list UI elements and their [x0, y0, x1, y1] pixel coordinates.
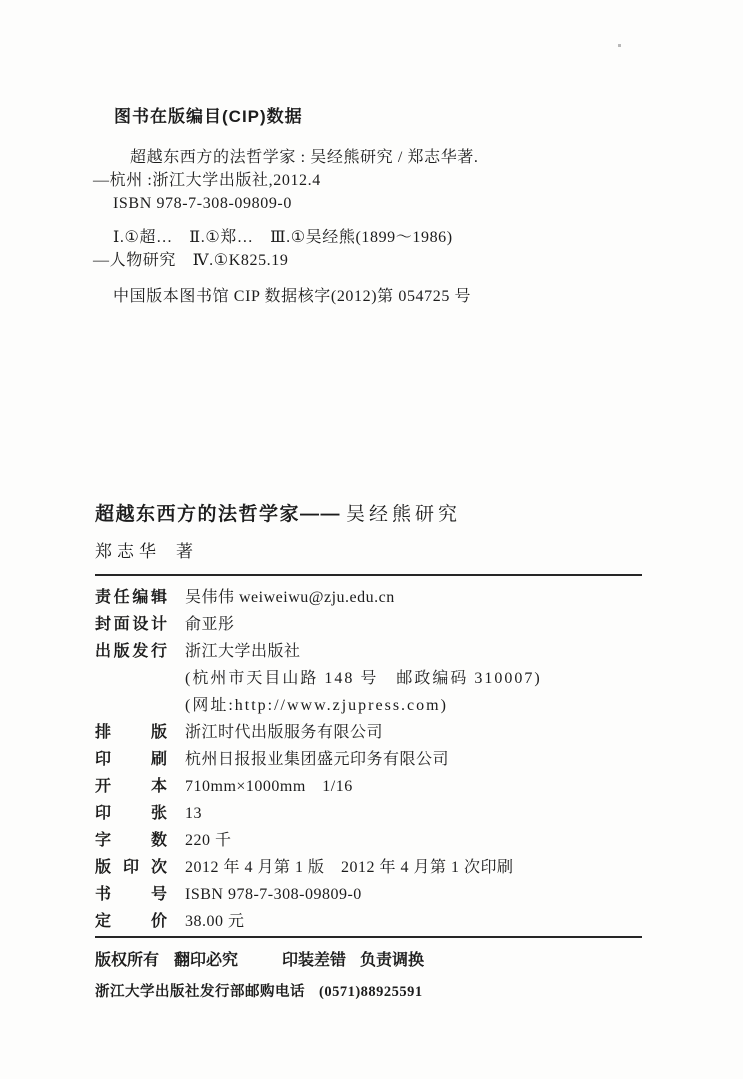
cip-registry-number: 中国版本图书馆 CIP 数据核字(2012)第 054725 号 [113, 288, 472, 305]
cip-record-line-3: ISBN 978-7-308-09809-0 [113, 195, 292, 212]
cip-heading: 图书在版编目(CIP)数据 [114, 107, 303, 126]
author-name: 郑志华 [95, 542, 161, 561]
colophon-value: 俞亚彤 [185, 616, 235, 633]
notice-phrase: 印装差错 [282, 952, 347, 969]
colophon-row-cover-design [95, 611, 542, 638]
colophon-label: 排版 [95, 724, 167, 741]
colophon-value: ISBN 978-7-308-09809-0 [185, 886, 362, 903]
book-title [95, 499, 461, 526]
colophon-row-format [95, 773, 542, 800]
colophon-label: 字数 [95, 832, 167, 849]
author-suffix: 著 [176, 542, 198, 561]
colophon-value: 220 千 [185, 832, 232, 849]
divider-top [95, 574, 642, 576]
colophon-label: 版印次 [95, 859, 167, 876]
colophon-row-word-count [95, 827, 542, 854]
colophon-value: 杭州日报报业集团盛元印务有限公司 [185, 751, 450, 768]
notice-phrase: 负责调换 [360, 952, 425, 969]
phone-label: 浙江大学出版社发行部邮购电话 [95, 984, 305, 1000]
colophon-label: 封面设计 [95, 616, 167, 633]
colophon-value: (网址:http://www.zjupress.com) [185, 697, 448, 714]
colophon-row-sheets [95, 800, 542, 827]
colophon-table [95, 584, 542, 935]
colophon-label: 书号 [95, 886, 167, 903]
mail-order-phone-line [95, 980, 423, 1001]
cip-record-line-2: —杭州 :浙江大学出版社,2012.4 [93, 172, 321, 189]
cip-classification-line-1: Ⅰ.①超… Ⅱ.①郑… Ⅲ.①吴经熊(1899～1986) [113, 229, 453, 246]
colophon-label: 印刷 [95, 751, 167, 768]
colophon-value: 710mm×1000mm 1/16 [185, 778, 353, 795]
divider-bottom [95, 936, 642, 938]
colophon-label: 印张 [95, 805, 167, 822]
cip-classification-line-2: —人物研究 Ⅳ.①K825.19 [93, 252, 289, 269]
phone-number: (0571)88925591 [319, 984, 423, 1000]
book-title-main: 超越东西方的法哲学家—— [95, 504, 342, 525]
colophon-row-printing [95, 746, 542, 773]
scan-speck [618, 44, 621, 47]
colophon-row-price [95, 908, 542, 935]
colophon-label: 定价 [95, 913, 167, 930]
colophon-row-typesetting [95, 719, 542, 746]
colophon-value: 2012 年 4 月第 1 版 2012 年 4 月第 1 次印刷 [185, 859, 514, 876]
cip-record-line-1: 超越东西方的法哲学家 : 吴经熊研究 / 郑志华著. [130, 149, 479, 166]
colophon-row-isbn [95, 881, 542, 908]
cip-classification-block [93, 226, 453, 272]
colophon-row-publisher-address [95, 665, 542, 692]
colophon-row-editor [95, 584, 542, 611]
copyright-notice [95, 947, 424, 970]
book-author-line [95, 537, 198, 562]
notice-phrase: 版权所有 [95, 952, 160, 969]
colophon-value: 浙江大学出版社 [185, 643, 301, 660]
colophon-value: (杭州市天目山路 148 号 邮政编码 310007) [185, 670, 542, 687]
colophon-label: 开本 [95, 778, 167, 795]
colophon-value: 38.00 元 [185, 913, 245, 930]
colophon-row-publisher-website [95, 692, 542, 719]
colophon-row-publisher [95, 638, 542, 665]
notice-phrase: 翻印必究 [174, 952, 239, 969]
colophon-value: 吴伟伟 weiweiwu@zju.edu.cn [185, 589, 395, 606]
colophon-label: 责任编辑 [95, 589, 167, 606]
book-title-subtitle: 吴经熊研究 [346, 504, 462, 525]
cip-record-block [93, 146, 479, 215]
colophon-value: 浙江时代出版服务有限公司 [185, 724, 384, 741]
colophon-label: 出版发行 [95, 643, 167, 660]
colophon-value: 13 [185, 805, 202, 822]
colophon-row-edition [95, 854, 542, 881]
